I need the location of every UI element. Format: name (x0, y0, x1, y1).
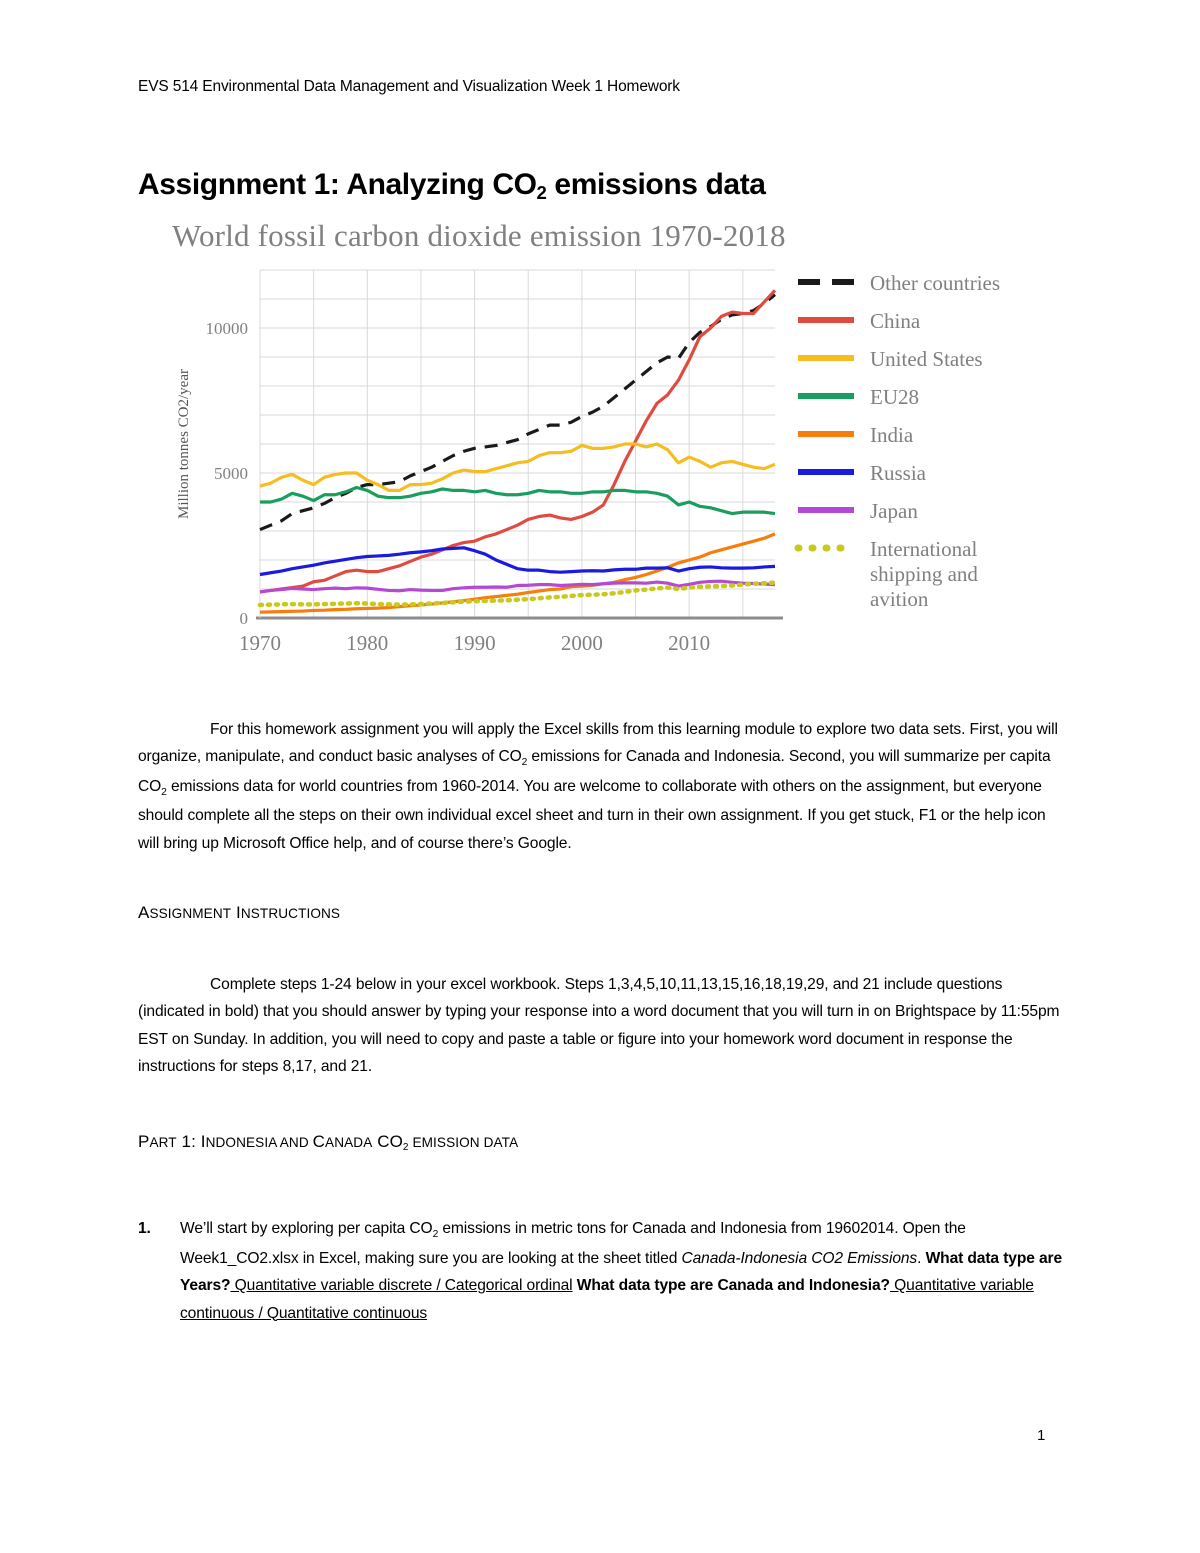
svg-text:United States: United States (870, 347, 983, 371)
p1-and: AND (276, 1135, 313, 1150)
p1-anada: ANADA (325, 1135, 373, 1150)
svg-text:Million tonnes CO2/year: Million tonnes CO2/year (176, 369, 192, 519)
svg-text:China: China (870, 309, 921, 333)
title-subscript: 2 (536, 182, 547, 204)
ai-a: A (138, 903, 150, 922)
p1-ndonesia: NDONESIA (205, 1135, 277, 1150)
svg-text:1990: 1990 (453, 631, 496, 655)
svg-text:shipping and: shipping and (870, 562, 978, 586)
title-suffix: emissions data (546, 168, 766, 202)
intro-sub2: 2 (161, 786, 167, 798)
ai-i: I (236, 903, 241, 922)
svg-text:2010: 2010 (668, 631, 711, 655)
item1-seg3: . (917, 1249, 926, 1267)
svg-text:10000: 10000 (205, 319, 248, 338)
item1-seg1: We’ll start by exploring per capita CO (180, 1220, 433, 1237)
item1-sub1: 2 (432, 1229, 439, 1240)
title-prefix: Assignment 1: Analyzing CO (138, 168, 537, 202)
p1-num: 1: (176, 1132, 201, 1151)
list-item (138, 1215, 1063, 1327)
intro-part1: For this homework assignment you will apply the Excel skills from this learning module to explore two data sets. First, you will organize, manipulate, and conduct basic analyses of CO (138, 720, 1058, 766)
document-header: EVS 514 Environmental Data Management and Visualization Week 1 Homework (138, 78, 680, 95)
ai-ssignment: SSIGNMENT (149, 906, 232, 921)
part1-heading (138, 1132, 518, 1152)
item1-question-2: What data type are Canada and Indonesia? (572, 1277, 890, 1294)
intro-paragraph (138, 716, 1063, 858)
instructions-paragraph (138, 971, 1063, 1081)
intro-part2: emissions for Canada and Indonesia. Second, you will summarize per capita CO (138, 748, 1051, 795)
svg-text:1970: 1970 (239, 631, 281, 655)
p1-co: CO (372, 1132, 403, 1151)
p1-i: I (200, 1132, 206, 1151)
svg-text:Japan: Japan (870, 499, 918, 523)
item1-question-1: What data type are Years? (180, 1249, 1063, 1294)
svg-text:International: International (870, 537, 978, 561)
emissions-chart-figure (150, 212, 1030, 672)
list-item-body (180, 1215, 1063, 1327)
p1-emission-data: EMISSION DATA (408, 1135, 519, 1150)
svg-text:India: India (870, 423, 914, 447)
chart-title: World fossil carbon dioxide emission 1970-2018 (172, 218, 786, 253)
svg-text:5000: 5000 (214, 464, 248, 483)
p1-co-sub: 2 (402, 1142, 409, 1153)
item1-answer-1: Quantitative variable discrete / Categorical ordinal (230, 1277, 573, 1294)
assignment-instructions-heading (138, 903, 340, 923)
item1-answer-2: Quantitative variable continuous / Quantitative continuous (180, 1277, 1034, 1322)
svg-text:Russia: Russia (870, 461, 927, 485)
intro-sub1: 2 (521, 757, 528, 769)
svg-text:2000: 2000 (560, 631, 603, 655)
ai-nstructions: NSTRUCTIONS (240, 906, 341, 921)
item1-sheet-name: Canada-Indonesia CO2 Emissions (681, 1249, 918, 1267)
p1-art: ART (149, 1135, 177, 1150)
instructions-text: Complete steps 1-24 below in your excel workbook. Steps 1,3,4,5,10,11,13,15,16,18,19,29, and 21 include questions (indicated in bold) that you should answer by typing your response into a word document that you will turn in on Brightspace by 11:55pm EST on Sunday. In addition, you will need to copy and paste a table or figure into your homework word document in response the instructions for steps 8,17, and 21. (138, 975, 1060, 1076)
item1-seg2: emissions in metric tons for Canada and Indonesia from 19602014. Open the Week1_CO2.xlsx in Excel, making sure you are looking at the sheet titled (180, 1220, 966, 1267)
page-number: 1 (1037, 1427, 1046, 1444)
svg-text:EU28: EU28 (870, 385, 919, 409)
p1-c: C (312, 1132, 326, 1151)
svg-text:0: 0 (239, 609, 248, 628)
svg-text:1980: 1980 (346, 631, 389, 655)
line-chart (150, 260, 1030, 670)
p1-p: P (138, 1132, 150, 1151)
svg-text:avition: avition (870, 587, 929, 611)
list-item-number: 1. (138, 1220, 151, 1237)
intro-part3: emissions data for world countries from 1960-2014. You are welcome to collaborate with others on the assignment, but everyone should complete all the steps on their own individual excel sheet and turn in their own assignment. If you get stuck, F1 or the help icon will bring up Microsoft Office help, and of course there’s Google. (138, 777, 1046, 852)
page-title (138, 168, 766, 202)
svg-text:Other countries: Other countries (870, 271, 1001, 295)
